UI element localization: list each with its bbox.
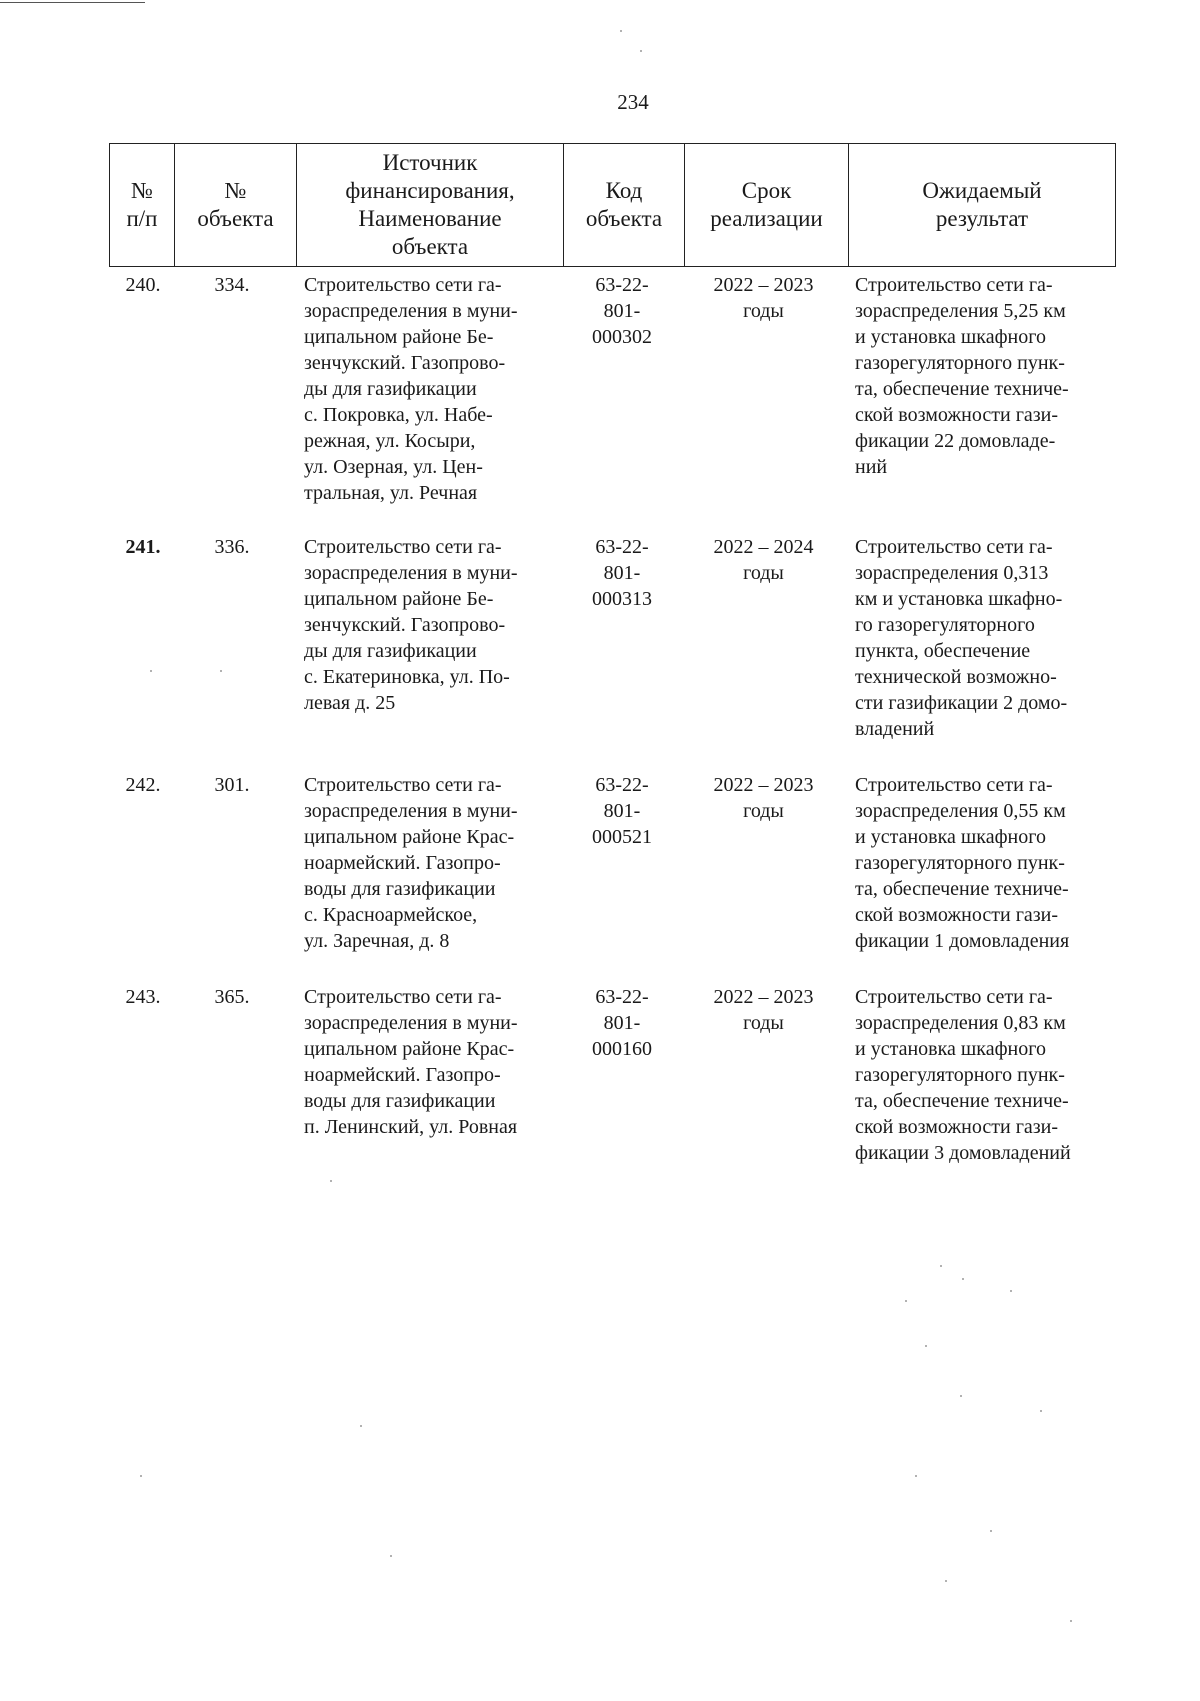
cell-term [682,772,845,824]
cell-object-number: 365. [214,986,250,1008]
cell-expected-result-line: и установка шкафного [855,326,1046,348]
cell-term-line: 2022 – 2024 [713,536,814,558]
cell-object-code-line: 801- [603,1012,641,1034]
cell-source-name-line: Строительство сети га- [304,774,502,796]
cell-expected-result-line: Строительство сети га- [855,774,1053,796]
cell-source-name-line: ноармейский. Газопро- [304,852,501,874]
header-line: объекта [197,206,274,231]
cell-object-code-line: 801- [603,562,641,584]
cell-source-name-line: зораспределения в муни- [304,562,518,584]
cell-expected-result-line: та, обеспечение техниче- [855,378,1069,400]
cell-source-name-line: Строительство сети га- [304,986,502,1008]
cell-expected-result-line: зораспределения 0,313 [855,562,1049,584]
table-header [109,143,1116,267]
cell-source-name-line: с. Красноармейское, [304,904,478,926]
cell-expected-result [855,772,1111,954]
cell-source-name-line: тральная, ул. Речная [304,482,478,504]
header-line: Ожидаемый [922,178,1042,203]
cell-term-line: годы [743,800,784,822]
cell-source-name [304,534,574,716]
cell-expected-result-line: го газорегуляторного [855,614,1035,636]
header-line: объекта [391,234,469,259]
cell-expected-result-line: технической возможно- [855,666,1057,688]
header-col-code [564,144,685,267]
header-line: № [131,178,153,203]
cell-expected-result-line: та, обеспечение техниче- [855,1090,1069,1112]
cell-expected-result-line: зораспределения 0,83 км [855,1012,1066,1034]
header-line: объекта [585,206,663,231]
cell-source-name [304,984,574,1140]
cell-object-code-line: 63-22- [595,536,649,558]
cell-object-code-line: 000302 [592,326,652,348]
page-number: 234 [617,90,649,114]
cell-source-name-line: зораспределения в муни- [304,1012,518,1034]
header-col-num-text [110,177,174,233]
cell-source-name-line: зенчукский. Газопрово- [304,614,506,636]
cell-row-number: 243. [125,986,161,1008]
cell-expected-result-line: газорегуляторного пунк- [855,352,1065,374]
cell-object-number: 336. [214,536,250,558]
cell-source-name [304,272,574,506]
header-col-object [175,144,297,267]
cell-term-line: годы [743,562,784,584]
header-line: Наименование [358,206,502,231]
cell-term-line: годы [743,1012,784,1034]
cell-source-name-line: левая д. 25 [304,692,396,714]
cell-source-name-line: ды для газификации [304,378,477,400]
cell-expected-result-line: ской возможности гази- [855,404,1059,426]
cell-source-name-line: воды для газификации [304,878,496,900]
header-line: п/п [126,206,158,231]
cell-object-code [566,984,678,1062]
scan-edge-line [0,2,145,3]
header-line: Код [605,178,643,203]
cell-expected-result-line: и установка шкафного [855,826,1046,848]
header-line: реализации [710,206,823,231]
cell-expected-result-line: сти газификации 2 домо- [855,692,1068,714]
cell-source-name-line: ципальном районе Бе- [304,326,494,348]
cell-row-number: 241. [125,536,161,558]
cell-term [682,272,845,324]
cell-expected-result-line: фикации 3 домовладений [855,1142,1071,1164]
header-col-source-text [297,149,563,261]
cell-source-name-line: воды для газификации [304,1090,496,1112]
cell-expected-result-line: км и установка шкафно- [855,588,1063,610]
cell-object-code-line: 000313 [592,588,652,610]
cell-object-code-line: 63-22- [595,986,649,1008]
cell-source-name-line: п. Ленинский, ул. Ровная [304,1116,518,1138]
header-col-result-text [849,177,1115,233]
cell-expected-result [855,984,1111,1166]
cell-expected-result-line: зораспределения 0,55 км [855,800,1066,822]
cell-expected-result-line: фикации 1 домовладения [855,930,1070,952]
cell-source-name-line: ципальном районе Крас- [304,826,515,848]
cell-object-code [566,772,678,850]
cell-object-code-line: 63-22- [595,274,649,296]
cell-expected-result-line: газорегуляторного пунк- [855,852,1065,874]
cell-expected-result [855,534,1111,742]
cell-expected-result-line: газорегуляторного пунк- [855,1064,1065,1086]
cell-source-name-line: Строительство сети га- [304,536,502,558]
header-line: результат [935,206,1029,231]
cell-source-name-line: ципальном районе Бе- [304,588,494,610]
cell-term [682,534,845,586]
cell-source-name-line: ноармейский. Газопро- [304,1064,501,1086]
cell-object-code [566,272,678,350]
header-line: Срок [741,178,792,203]
cell-term-line: 2022 – 2023 [713,986,814,1008]
header-line: Источник [382,150,478,175]
cell-expected-result-line: владений [855,718,935,740]
cell-object-code-line: 801- [603,800,641,822]
cell-source-name-line: зораспределения в муни- [304,800,518,822]
header-col-term-text [685,177,848,233]
cell-source-name-line: зораспределения в муни- [304,300,518,322]
cell-source-name [304,772,574,954]
cell-expected-result-line: фикации 22 домовладе- [855,430,1056,452]
cell-object-code-line: 000521 [592,826,652,848]
header-line: № [224,178,247,203]
header-col-term [685,144,849,267]
cell-expected-result-line: пункта, обеспечение [855,640,1031,662]
cell-source-name-line: ды для газификации [304,640,477,662]
header-col-code-text [564,177,684,233]
cell-expected-result [855,272,1111,480]
cell-source-name-line: зенчукский. Газопрово- [304,352,506,374]
header-col-object-text [175,177,296,233]
cell-expected-result-line: Строительство сети га- [855,274,1053,296]
header-col-result [849,144,1116,267]
cell-expected-result-line: Строительство сети га- [855,986,1053,1008]
cell-expected-result-line: ской возможности гази- [855,904,1059,926]
cell-term-line: 2022 – 2023 [713,274,814,296]
cell-expected-result-line: ской возможности гази- [855,1116,1059,1138]
header-col-num [110,144,175,267]
cell-row-number: 242. [125,774,161,796]
cell-expected-result-line: та, обеспечение техниче- [855,878,1069,900]
cell-expected-result-line: зораспределения 5,25 км [855,300,1066,322]
cell-source-name-line: ул. Озерная, ул. Цен- [304,456,483,478]
cell-source-name-line: с. Покровка, ул. Набе- [304,404,493,426]
cell-source-name-line: с. Екатериновка, ул. По- [304,666,510,688]
header-col-source [297,144,564,267]
header-line: финансирования, [345,178,515,203]
cell-expected-result-line: и установка шкафного [855,1038,1046,1060]
cell-object-number: 334. [214,274,250,296]
cell-term [682,984,845,1036]
cell-expected-result-line: ний [855,456,888,478]
cell-source-name-line: ул. Заречная, д. 8 [304,930,450,952]
cell-term-line: 2022 – 2023 [713,774,814,796]
cell-source-name-line: Строительство сети га- [304,274,502,296]
cell-object-code-line: 801- [603,300,641,322]
cell-object-number: 301. [214,774,250,796]
cell-object-code-line: 000160 [592,1038,652,1060]
cell-source-name-line: режная, ул. Косыри, [304,430,476,452]
cell-expected-result-line: Строительство сети га- [855,536,1053,558]
cell-row-number: 240. [125,274,161,296]
cell-object-code [566,534,678,612]
cell-term-line: годы [743,300,784,322]
cell-source-name-line: ципальном районе Крас- [304,1038,515,1060]
cell-object-code-line: 63-22- [595,774,649,796]
